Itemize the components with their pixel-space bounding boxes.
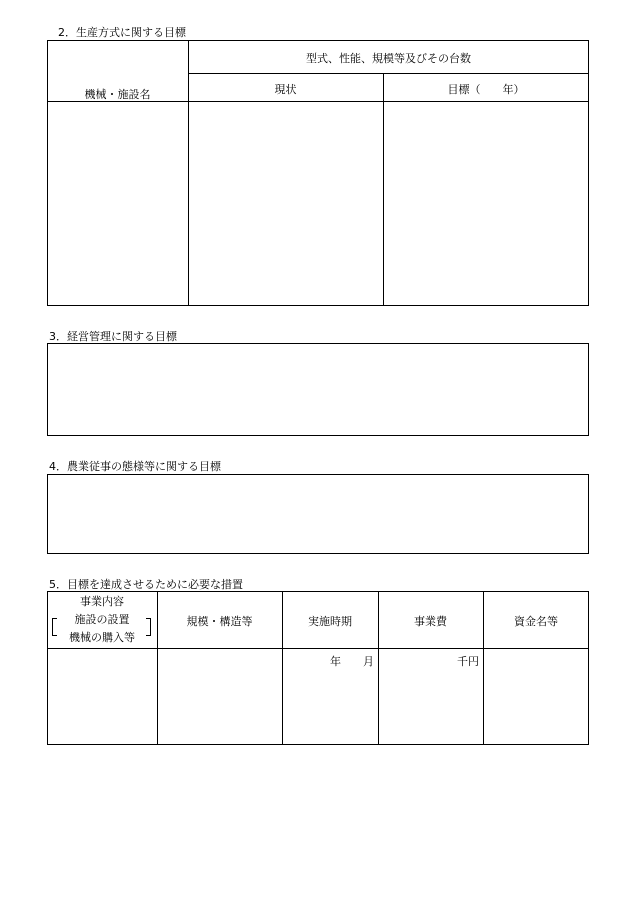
section5-unit-cost: 千円 [457, 655, 479, 668]
section5-col-cost: 事業費 [414, 615, 447, 628]
section4-box [47, 474, 589, 554]
left-bracket-icon [52, 618, 57, 636]
section5-col-content-line1: 事業内容 [80, 595, 124, 608]
section5-header-bottom [47, 648, 589, 649]
section3-heading: 3．経営管理に関する目標 [49, 330, 177, 343]
section5-col-content-line2: 施設の設置 [74, 613, 130, 626]
section2-divider-spec [188, 73, 589, 74]
section2-col-spec: 型式、性能、規模等及びその台数 [306, 52, 471, 65]
section2-divider-machine [188, 40, 189, 306]
section2-col-current: 現状 [274, 83, 297, 96]
right-bracket-icon [146, 618, 151, 636]
section5-col-scale: 規模・構造等 [186, 615, 253, 628]
section5-col-fund: 資金名等 [514, 615, 558, 628]
section2-col-target: 目標（ 年） [447, 83, 525, 96]
section3-box [47, 343, 589, 436]
section5-col-content-line3: 機械の購入等 [69, 631, 135, 644]
section2-heading: 2．生産方式に関する目標 [58, 26, 186, 39]
section5-unit-period: 年 月 [330, 655, 374, 668]
section4-heading: 4．農業従事の態様等に関する目標 [49, 460, 221, 473]
section2-table [47, 40, 589, 306]
section5-col-period: 実施時期 [308, 615, 352, 628]
section2-col-machine: 機械・施設名 [84, 88, 151, 101]
section5-heading: 5．目標を達成させるために必要な措置 [49, 578, 243, 591]
section2-divider-current [383, 73, 384, 306]
